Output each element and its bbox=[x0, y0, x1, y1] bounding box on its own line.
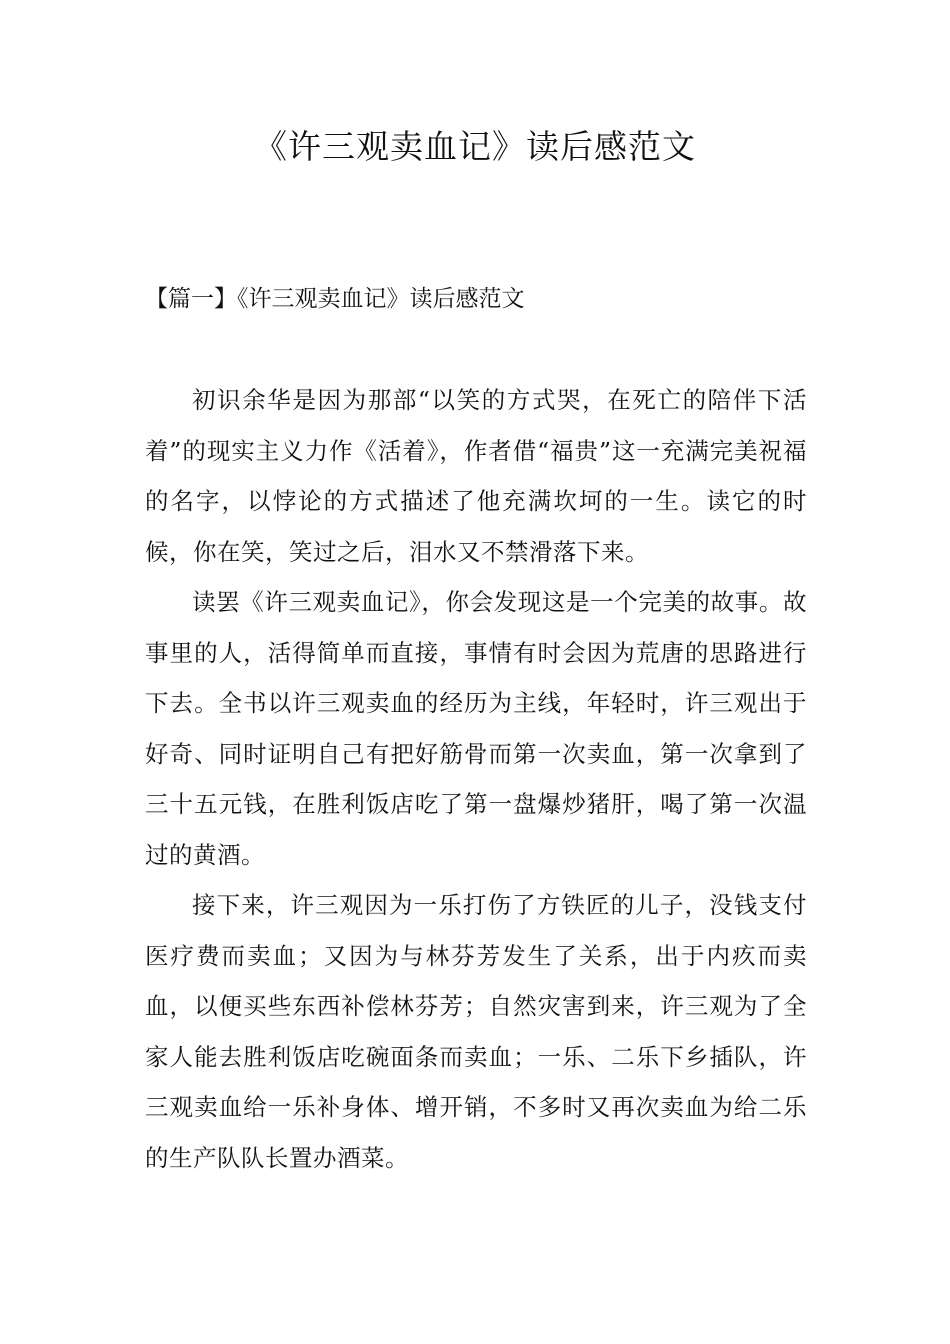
paragraph: 读罢《许三观卖血记》，你会发现这是一个完美的故事。故事里的人，活得简单而直接，事情有时会因为荒唐的思路进行下去。全书以许三观卖血的经历为主线，年轻时，许三观出于好奇、同时证明自己有把好筋骨而第一次卖血，第一次拿到了三十五元钱，在胜利饭店吃了第一盘爆炒猪肝，喝了第一次温过的黄酒。 bbox=[145, 588, 807, 869]
section-heading: 【篇一】《许三观卖血记》读后感范文 bbox=[145, 286, 525, 312]
document-title: 《许三观卖血记》读后感范文 bbox=[254, 127, 696, 166]
paragraph: 初识余华是因为那部“以笑的方式哭，在死亡的陪伴下活着”的现实主义力作《活着》，作者借“福贵”这一充满完美祝福的名字，以悖论的方式描述了他充满坎坷的一生。读它的时候，你在笑，笑过之后，泪水又不禁滑落下来。 bbox=[145, 386, 807, 566]
document-body bbox=[145, 375, 807, 1183]
paragraph: 接下来，许三观因为一乐打伤了方铁匠的儿子，没钱支付医疗费而卖血；又因为与林芬芳发生了关系，出于内疚而卖血，以便买些东西补偿林芬芳；自然灾害到来，许三观为了全家人能去胜利饭店吃碗面条而卖血；一乐、二乐下乡插队，许三观卖血给一乐补身体、增开销，不多时又再次卖血为给二乐的生产队队长置办酒菜。 bbox=[145, 891, 807, 1172]
